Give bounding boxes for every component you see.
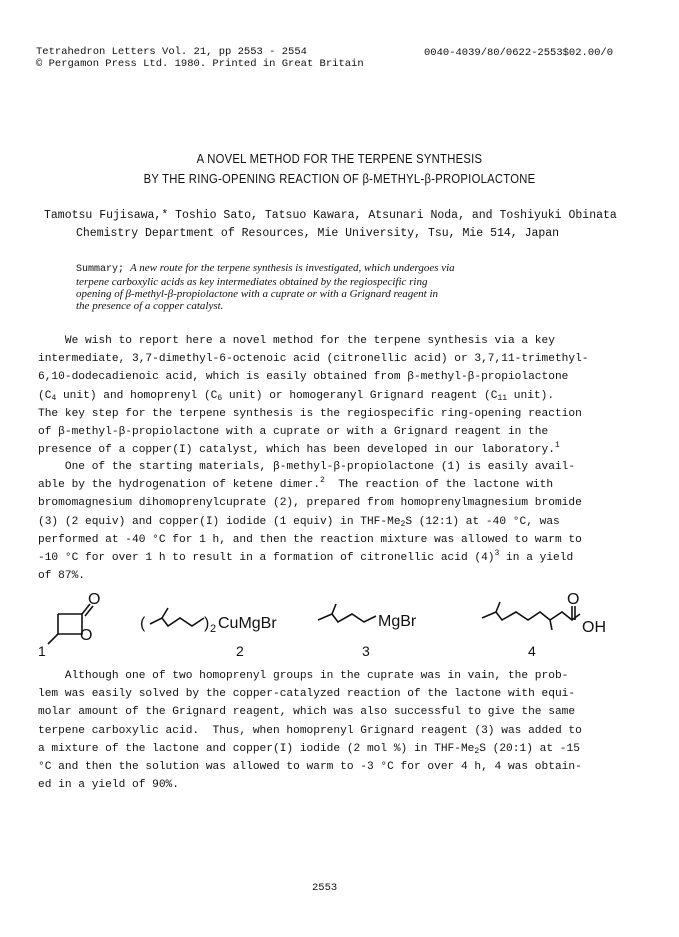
- p3-line: lem was easily solved by the copper-catalyzed reaction of the lactone with equi-: [38, 688, 576, 701]
- paragraph-2: [38, 458, 642, 585]
- p1-line: We wish to report here a novel method for the terpene synthesis via a key: [38, 335, 555, 347]
- p3-line: ed in a yield of 90%.: [38, 779, 179, 792]
- p2-text: in a yield: [499, 552, 574, 565]
- p2-line: [38, 476, 642, 494]
- s2-reagent: CuMgBr: [218, 615, 277, 632]
- summary: [76, 262, 628, 312]
- title-line-1: A NOVEL METHOD FOR THE TERPENE SYNTHESIS: [196, 152, 483, 166]
- p2-line: One of the starting materials, β-methyl-β-propiolactone (1) is easily avail-: [38, 461, 576, 473]
- s2-subscript: 2: [210, 623, 217, 635]
- title-line-2: BY THE RING-OPENING REACTION OF β-METHYL-β-PROPIOLACTONE: [143, 172, 536, 186]
- s2-label: 2: [236, 643, 244, 659]
- s1-ring-o: O: [80, 627, 93, 644]
- p1-text: presence of a copper(I) catalyst, which has been developed in our laboratory.: [38, 444, 555, 457]
- p1-line: The key step for the terpene synthesis is the regiospecific ring-opening reaction: [38, 407, 582, 420]
- p1-line: of β-methyl-β-propiolactone with a cuprate or with a Grignard reagent in the: [38, 426, 549, 439]
- p3-text: S (20:1) at -15: [479, 742, 580, 755]
- p1-line: 6,10-dodecadienoic acid, which is easily obtained from β-methyl-β-propiolactone: [38, 371, 569, 384]
- p2-text: able by the hydrogenation of ketene dimer.: [38, 479, 320, 492]
- reference-mark: 3: [494, 549, 500, 559]
- s3-label: 3: [362, 643, 370, 659]
- p3-line: molar amount of the Grignard reagent, which was also successful to give the same: [38, 706, 576, 719]
- p2-text: (3) (2 equiv) and copper(I) iodide (1 equiv) in THF-Me: [38, 515, 401, 528]
- s1-carbonyl-o: O: [88, 591, 101, 608]
- p2-line: bromomagnesium dihomoprenylcuprate (2), prepared from homoprenylmagnesium bromide: [38, 497, 582, 510]
- homoprenyl-chain-3: [318, 614, 376, 622]
- publisher-line: © Pergamon Press Ltd. 1980. Printed in Great Britain: [36, 58, 364, 70]
- p1-text: unit).: [507, 389, 555, 402]
- s3-reagent: MgBr: [378, 613, 417, 630]
- p3-line: °C and then the solution was allowed to warm to -3 °C for over 4 h, 4 was obtain-: [38, 761, 582, 774]
- p3-text: a mixture of the lactone and copper(I) iodide (2 mol %) in THF-Me: [38, 742, 475, 755]
- p3-line: [38, 740, 642, 758]
- p1-text: unit) and homoprenyl (C: [56, 389, 218, 402]
- homoprenyl-chain-2: [150, 618, 204, 626]
- article-code: 0040-4039/80/0622-2553$02.00/0: [424, 47, 614, 59]
- s1-label: 1: [38, 643, 46, 659]
- p1-line: [38, 387, 642, 405]
- structures-drawing: [0, 590, 679, 660]
- methyl-branch-4b: [550, 620, 552, 630]
- methyl-branch-3: [332, 604, 336, 614]
- methyl-branch-4a: [496, 602, 500, 612]
- summary-lead: Summary;: [76, 264, 125, 275]
- summary-text-4: the presence of a copper catalyst.: [76, 300, 224, 312]
- reference-mark: 2: [319, 476, 325, 486]
- subscript: 2: [400, 519, 406, 529]
- p2-line: [38, 549, 642, 567]
- citronellic-chain: [482, 612, 580, 620]
- p2-text: S (12:1) at -40 °C, was: [405, 515, 560, 528]
- lactone-ring: [58, 614, 82, 634]
- s4-hydroxyl: OH: [582, 619, 606, 636]
- s4-label: 4: [528, 643, 536, 659]
- subscript: 4: [51, 393, 57, 403]
- p2-text: The reaction of the lactone with: [324, 479, 554, 492]
- p2-text: -10 °C for over 1 h to result in a formation of citronellic acid (4): [38, 552, 495, 565]
- s4-carbonyl-o: O: [567, 591, 580, 608]
- affiliation: Chemistry Department of Resources, Mie University, Tsu, Mie 514, Japan: [76, 227, 560, 240]
- p2-line: performed at -40 °C for 1 h, and then the reaction mixture was allowed to warm to: [38, 533, 582, 546]
- journal-header: [36, 46, 364, 70]
- journal-citation: Tetrahedron Letters Vol. 21, pp 2553 - 2554: [36, 46, 307, 58]
- p2-line: of 87%.: [38, 570, 85, 583]
- paragraph-1: [38, 332, 642, 459]
- summary-text-1: A new route for the terpene synthesis is investigated, which undergoes via: [130, 262, 455, 274]
- paragraph-3: [38, 667, 642, 794]
- p3-line: Although one of two homoprenyl groups in the cuprate was in vain, the prob-: [38, 670, 569, 682]
- summary-text-3: opening of β-methyl-β-propiolactone with a cuprate or with a Grignard reagent in: [76, 288, 439, 300]
- chemical-structures: [0, 590, 679, 660]
- methyl-branch-2: [162, 608, 168, 618]
- s2-paren-open: (: [140, 615, 146, 632]
- methyl-bond: [48, 634, 58, 644]
- p1-line: [38, 441, 642, 459]
- subscript: 6: [217, 393, 223, 403]
- p1-text: unit) or homogeranyl Grignard reagent (C: [222, 389, 498, 402]
- summary-line-1: [76, 262, 628, 276]
- p1-text: (C: [38, 389, 52, 402]
- p2-line: [38, 513, 642, 531]
- reference-mark: 1: [554, 441, 560, 451]
- author-list: Tamotsu Fujisawa,* Toshio Sato, Tatsuo Kawara, Atsunari Noda, and Toshiyuki Obinata: [44, 209, 617, 222]
- p3-line: terpene carboxylic acid. Thus, when homoprenyl Grignard reagent (3) was added to: [38, 724, 582, 737]
- p1-line: intermediate, 3,7-dimethyl-6-octenoic acid (citronellic acid) or 3,7,11-trimethyl-: [38, 353, 589, 366]
- subscript: 11: [497, 393, 508, 403]
- s2-paren-close: ): [204, 615, 210, 632]
- subscript: 2: [474, 746, 480, 756]
- page-number: 2553: [312, 882, 338, 894]
- summary-text-2: terpene carboxylic acids as key intermediates obtained by the regiospecific ring: [76, 276, 428, 288]
